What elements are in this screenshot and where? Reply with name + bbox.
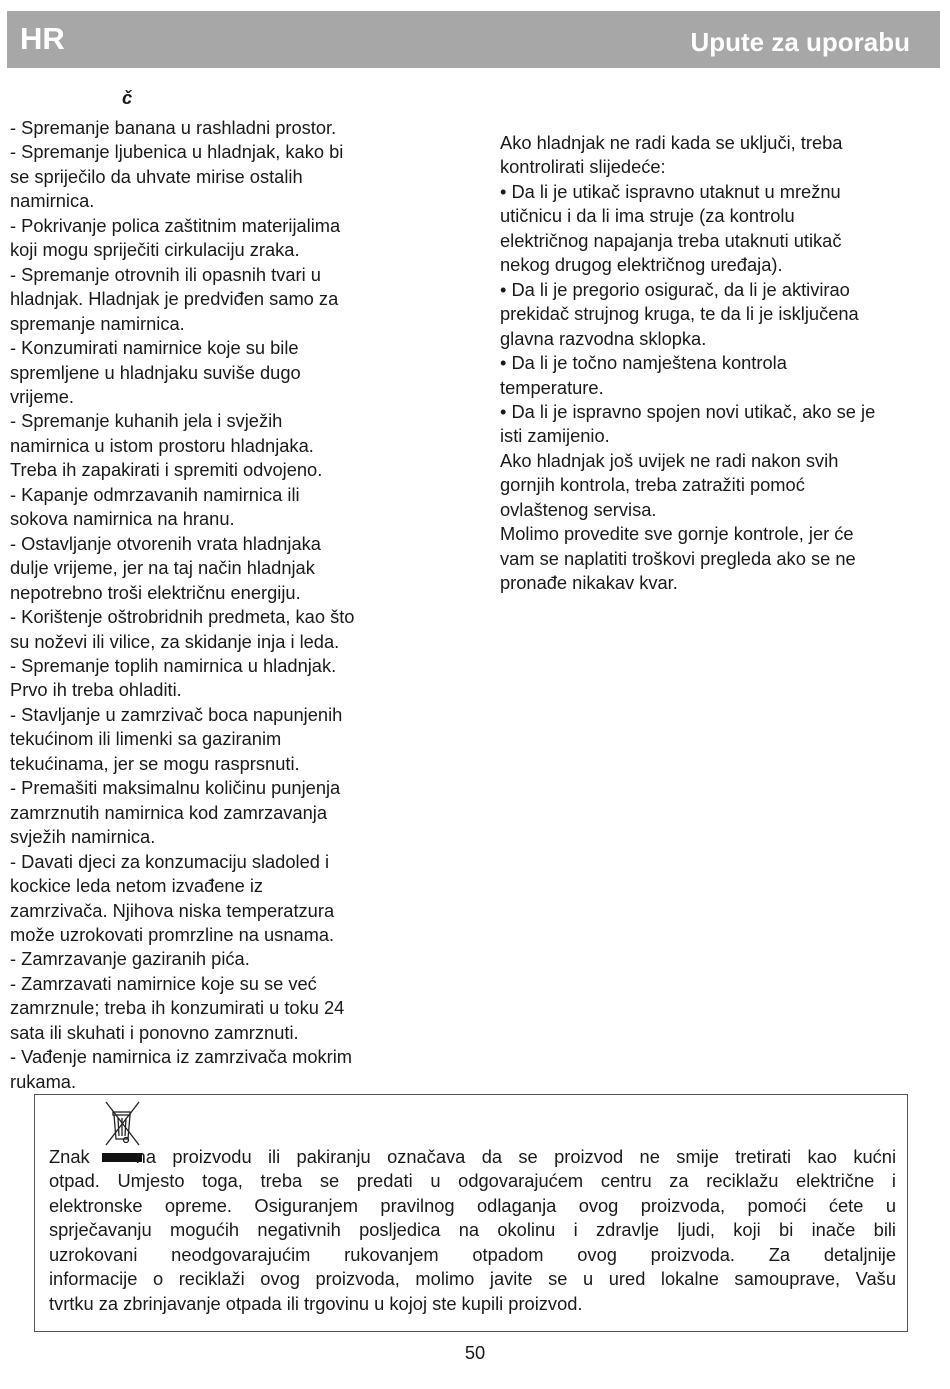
- text-line: • Da li je utikač ispravno utaknut u mrežnu: [500, 180, 841, 202]
- notice-line: otpad. Umjesto toga, treba se predati u odgovarajućem centru za reciklažu električne i: [49, 1170, 896, 1192]
- text-line: su noževi ili vilice, za skidanje inja i leda.: [10, 630, 340, 652]
- text-line: Treba ih zapakirati i spremiti odvojeno.: [10, 459, 323, 481]
- text-line: Ako hladnjak još uvijek ne radi nakon svih: [500, 449, 839, 471]
- text-line: • Da li je pregorio osigurač, da li je aktivirao: [500, 278, 850, 300]
- text-line: isti zamijenio.: [500, 425, 610, 447]
- text-line: - Korištenje oštrobridnih predmeta, kao što: [10, 606, 355, 628]
- text-line: Molimo provedite sve gornje kontrole, jer će: [500, 523, 854, 545]
- text-line: spremljene u hladnjaku suviše dugo: [10, 361, 301, 383]
- left-column-lines: [10, 116, 420, 1094]
- text-line: kockice leda netom izvađene iz: [10, 875, 264, 897]
- text-line: spremanje namirnica.: [10, 312, 185, 334]
- recycling-notice-text: [49, 1145, 896, 1316]
- text-line: tekućinama, jer se mogu rasprsnuti.: [10, 752, 300, 774]
- text-line: - Ostavljanje otvorenih vrata hladnjaka: [10, 532, 321, 554]
- text-line: nepotrebno troši električnu energiju.: [10, 581, 301, 603]
- left-column: [10, 88, 420, 1094]
- text-line: nekog drugog električnog uređaja).: [500, 254, 783, 276]
- text-line: Prvo ih treba ohladiti.: [10, 679, 182, 701]
- section-heading: č: [122, 87, 133, 108]
- text-line: namirnica u istom prostoru hladnjaka.: [10, 434, 314, 456]
- language-code: HR: [20, 21, 65, 56]
- text-line: - Spremanje banana u rashladni prostor.: [10, 117, 337, 138]
- notice-line: elektronske opreme. Osiguranjem pravilnog odlaganja ovog proizvoda, pomoći ćete u: [49, 1194, 896, 1216]
- text-line: vrijeme.: [10, 385, 74, 407]
- text-line: kontrolirati slijedeće:: [500, 156, 666, 178]
- text-line: tekućinom ili limenki sa gaziranim: [10, 728, 282, 750]
- text-line: - Spremanje toplih namirnica u hladnjak.: [10, 654, 337, 676]
- text-line: ovlaštenog servisa.: [500, 498, 657, 520]
- text-line: se spriječilo da uhvate mirise ostalih: [10, 165, 303, 187]
- text-line: svježih namirnica.: [10, 826, 156, 848]
- notice-line: informacije o reciklaži ovog proizvoda, molimo javite se u ured lokalne samouprave, Vašu: [49, 1268, 896, 1290]
- notice-line: uzrokovani neodgovarajućim rukovanjem otpadom ovog proizvoda. Za detaljnije: [49, 1243, 896, 1265]
- text-line: sata ili skuhati i ponovno zamrznuti.: [10, 1021, 299, 1043]
- text-line: namirnica.: [10, 190, 95, 212]
- manual-title: Upute za uporabu: [690, 27, 910, 57]
- text-line: vam se naplatiti troškovi pregleda ako se ne: [500, 547, 856, 569]
- text-line: gornjih kontrola, treba zatražiti pomoć: [500, 474, 805, 496]
- text-line: električnog napajanja treba utaknuti utikač: [500, 229, 842, 251]
- notice-first-word: Znak: [49, 1146, 90, 1167]
- text-line: pronađe nikakav kvar.: [500, 572, 678, 594]
- text-line: • Da li je točno namještena kontrola: [500, 352, 787, 374]
- notice-first-line-rest: na proizvodu ili pakiranju označava da se proizvod ne smije tretirati kao kućni: [135, 1146, 896, 1167]
- text-line: može uzrokovati promrzline na usnama.: [10, 923, 335, 945]
- text-line: sokova namirnica na hranu.: [10, 508, 235, 530]
- text-line: - Kapanje odmrzavanih namirnica ili: [10, 483, 300, 505]
- text-line: temperature.: [500, 376, 604, 398]
- notice-line: sprječavanju mogućih negativnih posljedica na okolinu i zdravlje ljudi, koji bi inače bili: [49, 1219, 896, 1241]
- right-column-lines: [500, 131, 945, 596]
- text-line: - Spremanje ljubenica u hladnjak, kako bi: [10, 141, 344, 163]
- text-line: zamrzivača. Njihova niska temperatzura: [10, 899, 335, 921]
- text-line: - Konzumirati namirnice koje su bile: [10, 337, 299, 359]
- text-line: rukama.: [10, 1070, 77, 1092]
- text-line: zamrznule; treba ih konzumirati u toku 24: [10, 997, 345, 1019]
- text-line: - Stavljanje u zamrzivač boca napunjenih: [10, 703, 343, 725]
- text-line: prekidač strujnog kruga, te da li je isključena: [500, 303, 859, 325]
- text-line: - Premašiti maksimalnu količinu punjenja: [10, 777, 341, 799]
- text-line: utičnicu i da li ima struje (za kontrolu: [500, 205, 795, 227]
- page-number: 50: [464, 1342, 486, 1363]
- text-line: - Zamrzavanje gaziranih pića.: [10, 948, 250, 970]
- text-line: - Vađenje namirnica iz zamrzivača mokrim: [10, 1046, 353, 1068]
- text-line: - Zamrzavati namirnice koje su se već: [10, 972, 317, 994]
- text-line: - Spremanje kuhanih jela i svježih: [10, 410, 283, 432]
- notice-line: tvrtku za zbrinjavanje otpada ili trgovinu u kojoj ste kupili proizvod.: [49, 1292, 583, 1314]
- text-line: zamrznutih namirnica kod zamrzavanja: [10, 801, 328, 823]
- text-line: • Da li je ispravno spojen novi utikač, ako se je: [500, 400, 876, 422]
- text-line: - Spremanje otrovnih ili opasnih tvari u: [10, 263, 321, 285]
- notice-first-line: [49, 1145, 896, 1169]
- text-line: dulje vrijeme, jer na taj način hladnjak: [10, 557, 315, 579]
- page-header: [7, 11, 940, 68]
- text-line: koji mogu spriječiti cirkulaciju zraka.: [10, 239, 300, 261]
- text-line: glavna razvodna sklopka.: [500, 327, 707, 349]
- text-line: hladnjak. Hladnjak je predviđen samo za: [10, 288, 339, 310]
- text-line: - Davati djeci za konzumaciju sladoled i: [10, 850, 330, 872]
- text-line: Ako hladnjak ne radi kada se uključi, treba: [500, 132, 843, 153]
- text-line: - Pokrivanje polica zaštitnim materijalima: [10, 214, 341, 236]
- right-column: [500, 131, 945, 596]
